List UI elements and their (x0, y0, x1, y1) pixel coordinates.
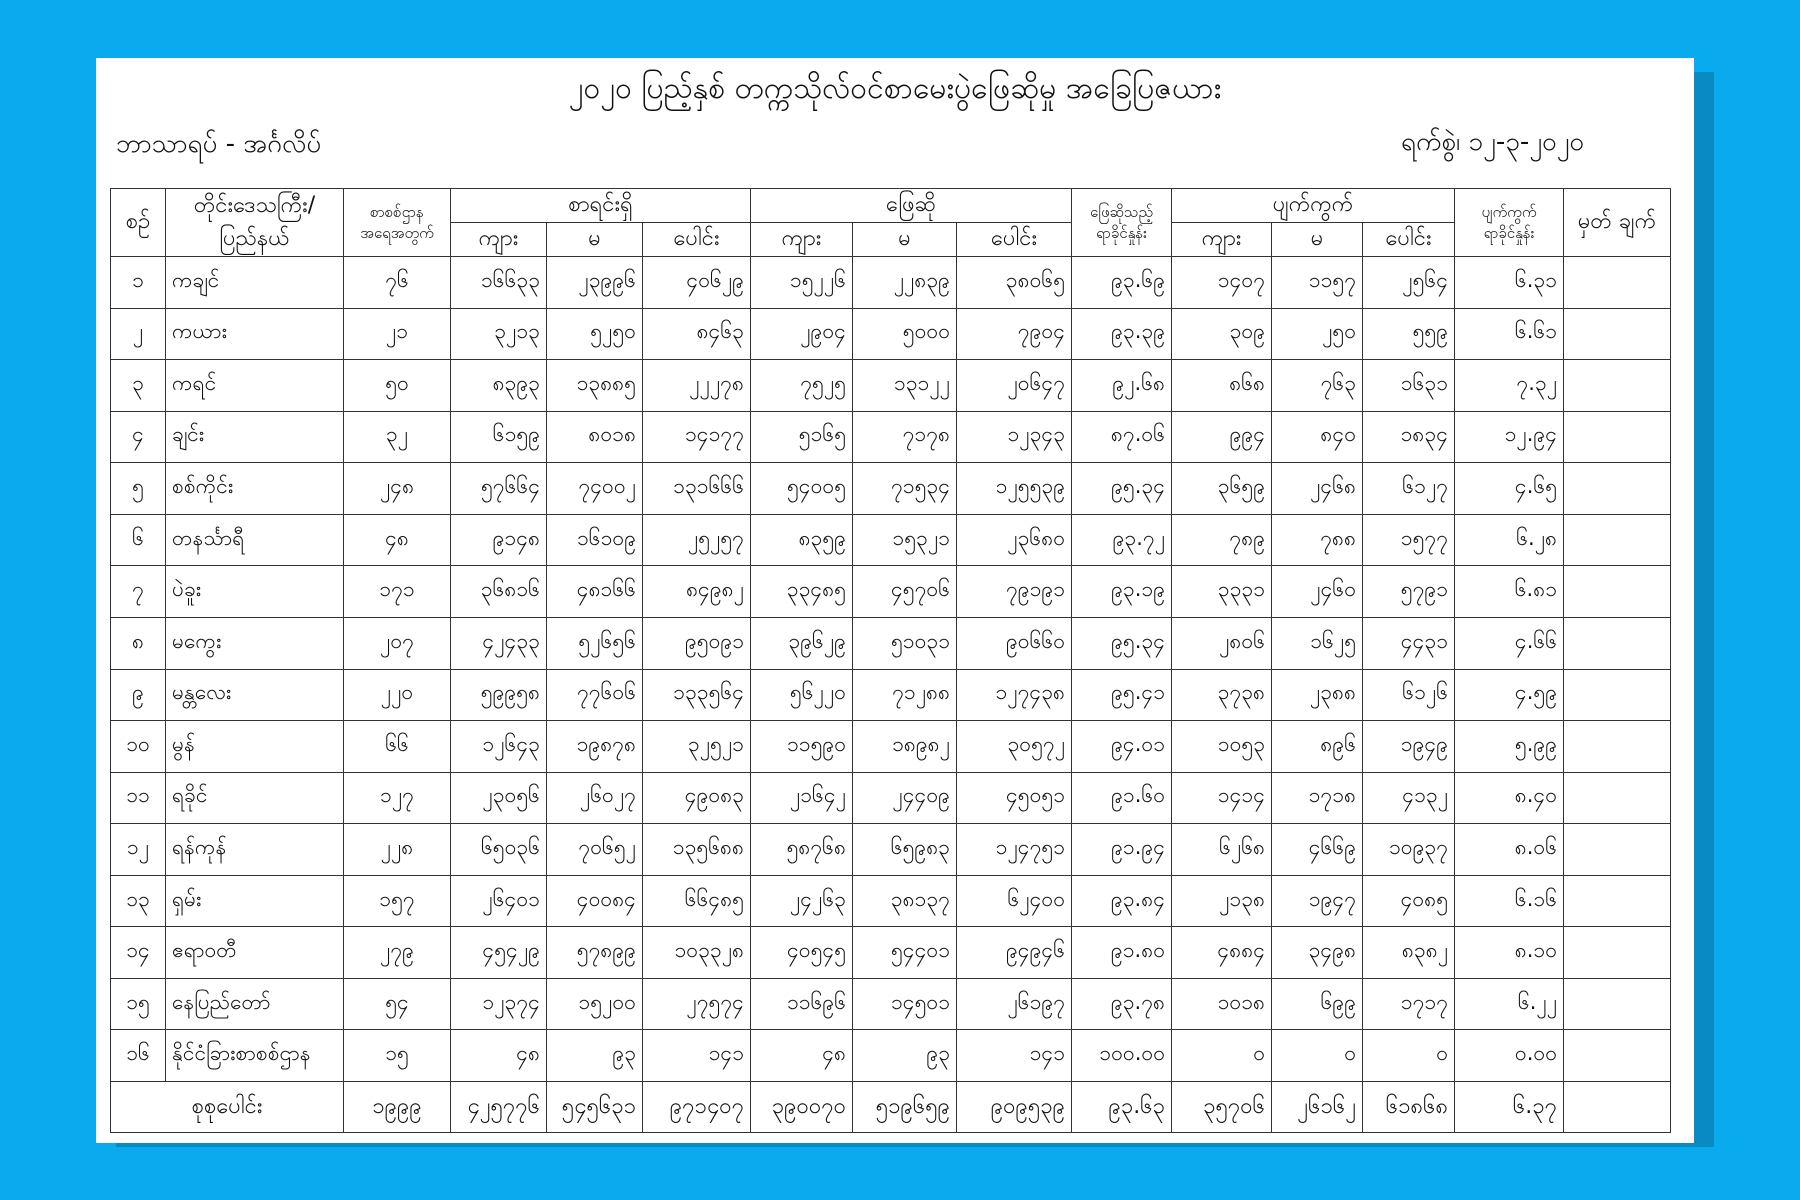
table-row (111, 927, 1671, 979)
total-sat-total: ၉၀၉၅၃၉ (957, 1082, 1072, 1133)
cell-sat-female: ၉၃ (853, 1030, 957, 1082)
cell-sat-total: ၁၄၁ (957, 1030, 1072, 1082)
cell-abs-pct: ၈.၁၀ (1455, 927, 1564, 979)
date-label: ရက်စွဲ၊ ၁၂-၃-၂၀၂၀ (1401, 127, 1584, 157)
cell-remark (1564, 978, 1671, 1030)
cell-reg-female: ၁၉၈၇၈ (547, 721, 643, 773)
cell-sat-female: ၅၁၀၃၁ (853, 617, 957, 669)
sub-header-sat-female: မ (853, 223, 957, 257)
cell-reg-female: ၂၃၉၉၆ (547, 257, 643, 309)
cell-centers: ၂၀၇ (344, 617, 451, 669)
cell-abs-total: ၁၀၉၃၇ (1363, 824, 1455, 876)
cell-sat-total: ၂၃၆၈၀ (957, 514, 1072, 566)
cell-reg-male: ၈၃၉၃ (451, 360, 547, 412)
total-sat-female: ၅၁၉၆၅၉ (853, 1082, 957, 1133)
cell-reg-female: ၂၆၀၂၇ (547, 772, 643, 824)
document-sheet (96, 58, 1694, 1143)
cell-abs-male: ၉၉၄ (1172, 411, 1272, 463)
cell-remark (1564, 411, 1671, 463)
cell-sat-pct: ၉၃.၇၂ (1072, 514, 1172, 566)
subject-label: ဘာသာရပ် - အင်္ဂလိပ် (116, 129, 322, 159)
cell-abs-male: ၂၁၃၈ (1172, 875, 1272, 927)
cell-abs-pct: ၄.၅၉ (1455, 669, 1564, 721)
cell-sat-total: ၇၉၀၄ (957, 308, 1072, 360)
table-row (111, 463, 1671, 515)
cell-abs-female: ၇၈၈ (1272, 514, 1363, 566)
cell-abs-pct: ၈.၀၆ (1455, 824, 1564, 876)
cell-abs-total: ၄၀၈၅ (1363, 875, 1455, 927)
cell-sat-male: ၁၁၅၉၀ (751, 721, 853, 773)
cell-reg-female: ၈၀၁၈ (547, 411, 643, 463)
sub-header-reg-total: ပေါင်း (643, 223, 751, 257)
cell-sat-female: ၄၅၇၀၆ (853, 566, 957, 618)
total-abs-pct: ၆.၃၇ (1455, 1082, 1564, 1133)
cell-reg-total: ၈၄၉၈၂ (643, 566, 751, 618)
cell-abs-female: ၂၃၈၈ (1272, 669, 1363, 721)
cell-remark (1564, 721, 1671, 773)
col-header-sat: ဖြေဆို (751, 189, 1072, 223)
cell-abs-male: ၈၆၈ (1172, 360, 1272, 412)
cell-remark (1564, 463, 1671, 515)
cell-centers: ၅၀ (344, 360, 451, 412)
cell-abs-total: ၅၇၉၁ (1363, 566, 1455, 618)
cell-no: ၂ (111, 308, 166, 360)
cell-reg-male: ၃၆၈၁၆ (451, 566, 547, 618)
cell-sat-male: ၇၅၂၅ (751, 360, 853, 412)
cell-abs-female: ၄၆၆၉ (1272, 824, 1363, 876)
cell-sat-male: ၅၆၂၂၀ (751, 669, 853, 721)
cell-remark (1564, 514, 1671, 566)
cell-reg-female: ၄၈၁၆၆ (547, 566, 643, 618)
cell-centers: ၂၂၈ (344, 824, 451, 876)
cell-sat-total: ၆၂၄၀၀ (957, 875, 1072, 927)
cell-sat-total: ၁၂၄၇၅၁ (957, 824, 1072, 876)
cell-remark (1564, 875, 1671, 927)
col-header-sat-pct: ဖြေဆိုသည့် ရာခိုင်နှုန်း (1072, 189, 1172, 257)
cell-sat-female: ၇၁၅၃၄ (853, 463, 957, 515)
cell-centers: ၁၇၁ (344, 566, 451, 618)
cell-abs-female: ၃၄၉၈ (1272, 927, 1363, 979)
cell-region: မကွေး (166, 617, 344, 669)
cell-reg-male: ၄၂၄၃၃ (451, 617, 547, 669)
cell-region: နိုင်ငံခြားစာစစ်ဌာန (166, 1030, 344, 1082)
cell-centers: ၅၄ (344, 978, 451, 1030)
sub-header-abs-total: ပေါင်း (1363, 223, 1455, 257)
total-row (111, 1082, 1671, 1133)
cell-sat-female: ၂၄၄၀၉ (853, 772, 957, 824)
cell-reg-male: ၉၁၄၈ (451, 514, 547, 566)
cell-sat-male: ၁၁၆၉၆ (751, 978, 853, 1030)
cell-reg-total: ၂၂၂၇၈ (643, 360, 751, 412)
cell-sat-total: ၉၄၉၄၆ (957, 927, 1072, 979)
cell-no: ၄ (111, 411, 166, 463)
cell-abs-male: ၁၀၁၈ (1172, 978, 1272, 1030)
cell-reg-male: ၂၃၀၅၆ (451, 772, 547, 824)
cell-reg-male: ၆၁၅၉ (451, 411, 547, 463)
cell-sat-female: ၇၁၂၈၈ (853, 669, 957, 721)
cell-abs-pct: ၅.၉၉ (1455, 721, 1564, 773)
cell-reg-female: ၄၀၀၈၄ (547, 875, 643, 927)
cell-sat-pct: ၉၅.၃၄ (1072, 463, 1172, 515)
cell-no: ၇ (111, 566, 166, 618)
cell-no: ၁၃ (111, 875, 166, 927)
cell-sat-pct: ၉၅.၃၄ (1072, 617, 1172, 669)
cell-region: ရခိုင် (166, 772, 344, 824)
cell-abs-total: ၆၁၂၆ (1363, 669, 1455, 721)
cell-centers: ၇၆ (344, 257, 451, 309)
cell-sat-pct: ၉၁.၉၄ (1072, 824, 1172, 876)
cell-sat-female: ၅၄၄၀၁ (853, 927, 957, 979)
cell-abs-female: ၇၆၃ (1272, 360, 1363, 412)
cell-reg-total: ၁၃၁၆၆၆ (643, 463, 751, 515)
cell-abs-pct: ၆.၃၁ (1455, 257, 1564, 309)
cell-abs-pct: ၆.၁၆ (1455, 875, 1564, 927)
cell-sat-total: ၃၀၅၇၂ (957, 721, 1072, 773)
cell-reg-total: ၄၀၆၂၉ (643, 257, 751, 309)
col-header-centers: စာစစ်ဌာန အရေအတွက် (344, 189, 451, 257)
cell-abs-male: ၃၀၉ (1172, 308, 1272, 360)
cell-remark (1564, 1030, 1671, 1082)
cell-reg-total: ၄၉၀၈၃ (643, 772, 751, 824)
cell-abs-pct: ၄.၆၅ (1455, 463, 1564, 515)
cell-abs-female: ၂၄၆၀ (1272, 566, 1363, 618)
cell-abs-total: ၁၅၇၇ (1363, 514, 1455, 566)
cell-abs-total: ၀ (1363, 1030, 1455, 1082)
cell-sat-male: ၁၅၂၂၆ (751, 257, 853, 309)
cell-sat-pct: ၉၂.၆၈ (1072, 360, 1172, 412)
cell-sat-male: ၅၄၀၀၅ (751, 463, 853, 515)
cell-sat-pct: ၉၃.၇၈ (1072, 978, 1172, 1030)
cell-remark (1564, 308, 1671, 360)
total-remark (1564, 1082, 1671, 1133)
cell-abs-female: ၁၇၁၈ (1272, 772, 1363, 824)
cell-sat-total: ၉၀၆၆၀ (957, 617, 1072, 669)
cell-abs-male: ၁၄၀၇ (1172, 257, 1272, 309)
cell-remark (1564, 824, 1671, 876)
cell-abs-pct: ၆.၂၈ (1455, 514, 1564, 566)
cell-reg-total: ၁၀၃၃၂၈ (643, 927, 751, 979)
cell-region: မန္တလေး (166, 669, 344, 721)
cell-reg-male: ၂၆၄၀၁ (451, 875, 547, 927)
cell-abs-female: ၂၄၆၈ (1272, 463, 1363, 515)
cell-no: ၉ (111, 669, 166, 721)
total-abs-male: ၃၅၇၀၆ (1172, 1082, 1272, 1133)
cell-reg-total: ၂၇၅၇၄ (643, 978, 751, 1030)
cell-reg-total: ၂၅၂၅၇ (643, 514, 751, 566)
cell-abs-total: ၁၆၃၁ (1363, 360, 1455, 412)
cell-reg-total: ၃၂၅၂၁ (643, 721, 751, 773)
sub-header-abs-female: မ (1272, 223, 1363, 257)
cell-reg-female: ၁၃၈၈၅ (547, 360, 643, 412)
cell-no: ၁၆ (111, 1030, 166, 1082)
cell-remark (1564, 360, 1671, 412)
cell-reg-total: ၁၄၁ (643, 1030, 751, 1082)
cell-sat-male: ၈၃၅၉ (751, 514, 853, 566)
table-row (111, 875, 1671, 927)
cell-reg-female: ၅၂၅၀ (547, 308, 643, 360)
cell-abs-pct: ၇.၃၂ (1455, 360, 1564, 412)
cell-sat-male: ၅၁၆၅ (751, 411, 853, 463)
cell-reg-male: ၅၇၆၆၄ (451, 463, 547, 515)
cell-centers: ၁၂၇ (344, 772, 451, 824)
cell-region: ကချင် (166, 257, 344, 309)
cell-sat-female: ၁၈၉၈၂ (853, 721, 957, 773)
cell-reg-female: ၁၆၁၀၉ (547, 514, 643, 566)
cell-abs-male: ၀ (1172, 1030, 1272, 1082)
cell-reg-male: ၆၅၀၃၆ (451, 824, 547, 876)
cell-region: ဧရာဝတီ (166, 927, 344, 979)
cell-abs-total: ၂၅၆၄ (1363, 257, 1455, 309)
cell-sat-pct: ၁၀၀.၀၀ (1072, 1030, 1172, 1082)
cell-no: ၁ (111, 257, 166, 309)
cell-abs-total: ၈၃၈၂ (1363, 927, 1455, 979)
cell-abs-male: ၆၂၆၈ (1172, 824, 1272, 876)
cell-sat-male: ၄၀၅၄၅ (751, 927, 853, 979)
cell-sat-male: ၂၉၀၄ (751, 308, 853, 360)
cell-sat-pct: ၉၄.၀၁ (1072, 721, 1172, 773)
cell-sat-pct: ၉၁.၆၀ (1072, 772, 1172, 824)
cell-centers: ၂၇၉ (344, 927, 451, 979)
cell-sat-male: ၂၁၆၄၂ (751, 772, 853, 824)
cell-abs-male: ၃၇၃၈ (1172, 669, 1272, 721)
cell-no: ၁၅ (111, 978, 166, 1030)
sub-header-abs-male: ကျား (1172, 223, 1272, 257)
cell-abs-pct: ၆.၆၁ (1455, 308, 1564, 360)
table-row (111, 566, 1671, 618)
cell-remark (1564, 617, 1671, 669)
cell-sat-total: ၃၈၀၆၅ (957, 257, 1072, 309)
cell-reg-total: ၁၃၅၆၈၈ (643, 824, 751, 876)
cell-reg-male: ၁၆၆၃၃ (451, 257, 547, 309)
total-label: စုစုပေါင်း (111, 1082, 344, 1133)
cell-no: ၅ (111, 463, 166, 515)
cell-sat-male: ၃၉၆၂၉ (751, 617, 853, 669)
cell-abs-male: ၁၀၅၃ (1172, 721, 1272, 773)
cell-no: ၁၀ (111, 721, 166, 773)
cell-abs-male: ၁၄၁၄ (1172, 772, 1272, 824)
total-reg-male: ၄၂၅၇၇၆ (451, 1082, 547, 1133)
cell-remark (1564, 669, 1671, 721)
cell-region: ချင်း (166, 411, 344, 463)
cell-abs-female: ၀ (1272, 1030, 1363, 1082)
cell-abs-female: ၁၉၄၇ (1272, 875, 1363, 927)
cell-region: ပဲခူး (166, 566, 344, 618)
total-abs-female: ၂၆၁၆၂ (1272, 1082, 1363, 1133)
cell-reg-total: ၉၅၀၉၁ (643, 617, 751, 669)
table-row (111, 669, 1671, 721)
cell-sat-total: ၁၂၃၄၃ (957, 411, 1072, 463)
cell-centers: ၃၂ (344, 411, 451, 463)
cell-abs-total: ၅၅၉ (1363, 308, 1455, 360)
cell-sat-female: ၁၄၅၀၁ (853, 978, 957, 1030)
col-header-absent: ပျက်ကွက် (1172, 189, 1455, 223)
table-row (111, 978, 1671, 1030)
header-row-top (111, 189, 1671, 223)
table-row (111, 617, 1671, 669)
cell-region: စစ်ကိုင်း (166, 463, 344, 515)
cell-sat-female: ၇၁၇၈ (853, 411, 957, 463)
cell-sat-total: ၂၀၆၄၇ (957, 360, 1072, 412)
total-sat-male: ၃၉၀၀၇၀ (751, 1082, 853, 1133)
cell-reg-female: ၇၀၆၅၂ (547, 824, 643, 876)
cell-abs-male: ၃၆၅၉ (1172, 463, 1272, 515)
cell-sat-male: ၄၈ (751, 1030, 853, 1082)
cell-remark (1564, 566, 1671, 618)
cell-abs-pct: ၁၂.၉၄ (1455, 411, 1564, 463)
cell-region: ကရင် (166, 360, 344, 412)
cell-no: ၁၂ (111, 824, 166, 876)
table-row (111, 360, 1671, 412)
cell-abs-male: ၄၈၈၄ (1172, 927, 1272, 979)
cell-no: ၆ (111, 514, 166, 566)
cell-abs-female: ၈၉၆ (1272, 721, 1363, 773)
cell-sat-male: ၅၈၇၆၈ (751, 824, 853, 876)
cell-abs-pct: ၆.၂၂ (1455, 978, 1564, 1030)
cell-centers: ၂၄၈ (344, 463, 451, 515)
sub-header-sat-total: ပေါင်း (957, 223, 1072, 257)
cell-sat-pct: ၉၃.၆၉ (1072, 257, 1172, 309)
table-row (111, 514, 1671, 566)
cell-reg-female: ၁၅၂၀၀ (547, 978, 643, 1030)
cell-abs-male: ၂၈၀၆ (1172, 617, 1272, 669)
table-body (111, 257, 1671, 1082)
cell-reg-total: ၁၃၃၅၆၄ (643, 669, 751, 721)
cell-reg-total: ၁၄၁၇၇ (643, 411, 751, 463)
cell-no: ၁၁ (111, 772, 166, 824)
cell-region: ကယား (166, 308, 344, 360)
cell-abs-male: ၇၈၉ (1172, 514, 1272, 566)
cell-centers: ၆၆ (344, 721, 451, 773)
table-row (111, 308, 1671, 360)
cell-sat-pct: ၉၃.၈၄ (1072, 875, 1172, 927)
cell-reg-male: ၃၂၁၃ (451, 308, 547, 360)
cell-reg-male: ၁၂၃၇၄ (451, 978, 547, 1030)
cell-region: တနင်္သာရီ (166, 514, 344, 566)
table-row (111, 1030, 1671, 1082)
cell-region: မွန် (166, 721, 344, 773)
table-row (111, 772, 1671, 824)
cell-sat-total: ၄၅၀၅၁ (957, 772, 1072, 824)
sub-header-reg-female: မ (547, 223, 643, 257)
cell-abs-total: ၄၁၃၂ (1363, 772, 1455, 824)
cell-abs-total: ၁၇၁၇ (1363, 978, 1455, 1030)
sub-header-reg-male: ကျား (451, 223, 547, 257)
cell-reg-female: ၉၃ (547, 1030, 643, 1082)
cell-sat-total: ၂၆၁၉၇ (957, 978, 1072, 1030)
cell-sat-female: ၅၀၀၀ (853, 308, 957, 360)
cell-abs-female: ၁၆၂၅ (1272, 617, 1363, 669)
cell-abs-pct: ၀.၀၀ (1455, 1030, 1564, 1082)
cell-sat-female: ၁၅၃၂၁ (853, 514, 957, 566)
cell-sat-pct: ၉၃.၁၉ (1072, 566, 1172, 618)
cell-abs-female: ၁၁၅၇ (1272, 257, 1363, 309)
total-sat-pct: ၉၃.၆၃ (1072, 1082, 1172, 1133)
cell-sat-male: ၃၃၄၈၅ (751, 566, 853, 618)
cell-reg-female: ၇၄၀၀၂ (547, 463, 643, 515)
cell-reg-male: ၄၅၄၂၉ (451, 927, 547, 979)
cell-sat-pct: ၉၅.၄၁ (1072, 669, 1172, 721)
cell-reg-female: ၅၂၆၅၆ (547, 617, 643, 669)
cell-abs-total: ၁၈၃၄ (1363, 411, 1455, 463)
col-header-registered: စာရင်းရှိ (451, 189, 751, 223)
cell-region: ရှမ်း (166, 875, 344, 927)
cell-reg-male: ၁၂၆၄၃ (451, 721, 547, 773)
table-row (111, 721, 1671, 773)
cell-reg-total: ၈၄၆၃ (643, 308, 751, 360)
cell-abs-female: ၈၄၀ (1272, 411, 1363, 463)
cell-centers: ၁၅၇ (344, 875, 451, 927)
cell-centers: ၄၈ (344, 514, 451, 566)
cell-sat-total: ၁၂၇၄၃၈ (957, 669, 1072, 721)
cell-remark (1564, 257, 1671, 309)
cell-sat-female: ၃၈၁၃၇ (853, 875, 957, 927)
cell-reg-male: ၅၉၉၅၈ (451, 669, 547, 721)
cell-region: နေပြည်တော် (166, 978, 344, 1030)
cell-reg-female: ၅၇၈၉၉ (547, 927, 643, 979)
cell-abs-pct: ၈.၄၀ (1455, 772, 1564, 824)
total-centers: ၁၉၉၉ (344, 1082, 451, 1133)
cell-no: ၃ (111, 360, 166, 412)
cell-abs-female: ၂၅၀ (1272, 308, 1363, 360)
sub-header-sat-male: ကျား (751, 223, 853, 257)
cell-sat-female: ၁၃၁၂၂ (853, 360, 957, 412)
cell-reg-male: ၄၈ (451, 1030, 547, 1082)
cell-reg-total: ၆၆၄၈၅ (643, 875, 751, 927)
cell-centers: ၂၁ (344, 308, 451, 360)
col-header-absent-pct: ပျက်ကွက် ရာခိုင်နှုန်း (1455, 189, 1564, 257)
cell-sat-male: ၂၄၂၆၃ (751, 875, 853, 927)
cell-abs-total: ၄၄၃၁ (1363, 617, 1455, 669)
cell-remark (1564, 772, 1671, 824)
total-reg-total: ၉၇၁၄၀၇ (643, 1082, 751, 1133)
document-title: ၂၀၂၀ ပြည့်နှစ် တက္ကသိုလ်ဝင်စာမေးပွဲဖြေဆိုမှု အခြေပြဇယား (568, 71, 1222, 106)
cell-sat-female: ၂၂၈၃၉ (853, 257, 957, 309)
cell-abs-pct: ၆.၈၁ (1455, 566, 1564, 618)
cell-abs-total: ၆၁၂၇ (1363, 463, 1455, 515)
col-header-region: တိုင်းဒေသကြီး/ ပြည်နယ် (166, 189, 344, 257)
table-row (111, 411, 1671, 463)
cell-abs-total: ၁၉၄၉ (1363, 721, 1455, 773)
cell-sat-pct: ၉၃.၃၉ (1072, 308, 1172, 360)
cell-sat-female: ၆၅၉၈၃ (853, 824, 957, 876)
table-row (111, 257, 1671, 309)
cell-abs-pct: ၄.၆၆ (1455, 617, 1564, 669)
cell-sat-pct: ၈၇.၀၆ (1072, 411, 1172, 463)
cell-sat-pct: ၉၁.၈၀ (1072, 927, 1172, 979)
cell-sat-total: ၁၂၅၅၃၉ (957, 463, 1072, 515)
col-header-remark: မှတ် ချက် (1564, 189, 1671, 257)
cell-region: ရန်ကုန် (166, 824, 344, 876)
cell-sat-total: ၇၉၁၉၁ (957, 566, 1072, 618)
results-table (110, 188, 1671, 1133)
cell-no: ၈ (111, 617, 166, 669)
cell-no: ၁၄ (111, 927, 166, 979)
cell-abs-male: ၃၃၃၁ (1172, 566, 1272, 618)
table-row (111, 824, 1671, 876)
cell-centers: ၂၂၀ (344, 669, 451, 721)
cell-remark (1564, 927, 1671, 979)
cell-centers: ၁၅ (344, 1030, 451, 1082)
cell-abs-female: ၆၉၉ (1272, 978, 1363, 1030)
col-header-sr: စဉ် (111, 189, 166, 257)
total-reg-female: ၅၄၅၆၃၁ (547, 1082, 643, 1133)
cell-reg-female: ၇၇၆၀၆ (547, 669, 643, 721)
total-abs-total: ၆၁၈၆၈ (1363, 1082, 1455, 1133)
